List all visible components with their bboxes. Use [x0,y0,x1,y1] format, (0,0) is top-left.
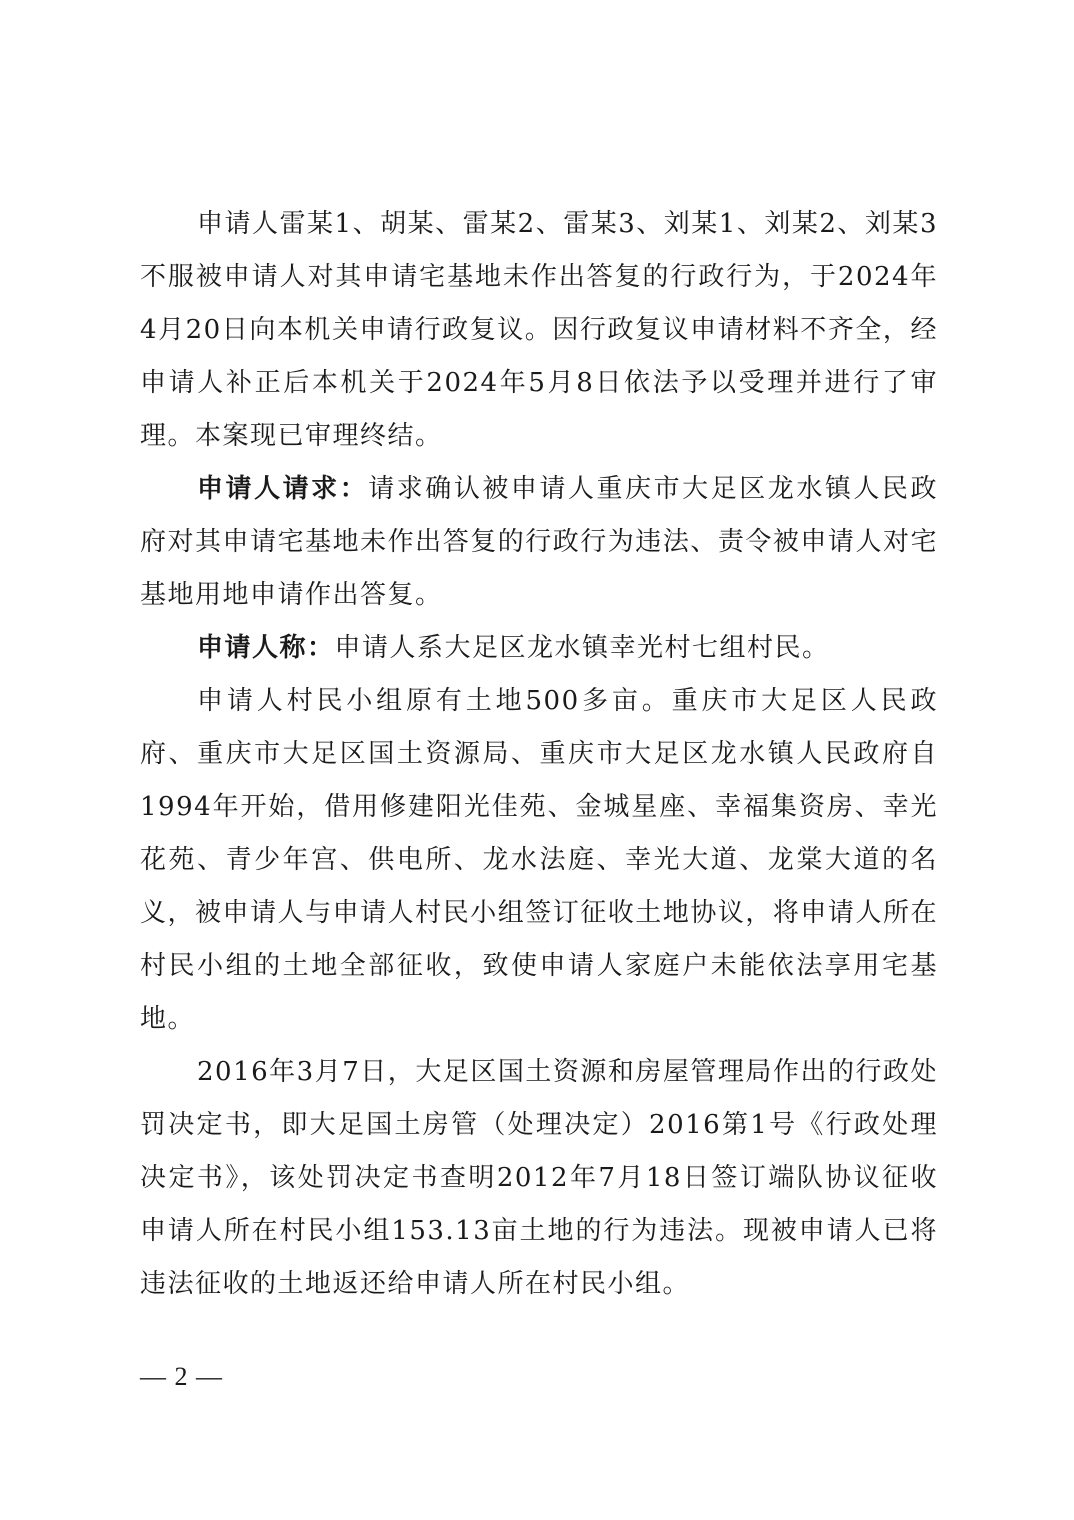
paragraph-lead: 申请人请求： [197,474,369,504]
paragraph-text: 申请人村民小组原有土地500多亩。重庆市大足区人民政府、重庆市大足区国土资源局、重庆市大足区龙水镇人民政府自1994年开始，借用修建阳光佳苑、金城星座、幸福集资房、幸光花苑、青少年宫、供电所、龙水法庭、幸光大道、龙棠大道的名义，被申请人与申请人村民小组签订征收土地协议，将申请人所在村民小组的土地全部征收，致使申请人家庭户未能依法享用宅基地。 [140,686,938,1034]
paragraph-text: 2016年3月7日，大足区国土资源和房屋管理局作出的行政处罚决定书，即大足国土房管（处理决定）2016第1号《行政处理决定书》，该处罚决定书查明2012年7月18日签订端队协议征收申请人所在村民小组153.13亩土地的行为违法。现被申请人已将违法征收的土地返还给申请人所在村民小组。 [140,1057,938,1299]
paragraph-text: 申请人雷某1、胡某、雷某2、雷某3、刘某1、刘某2、刘某3不服被申请人对其申请宅基地未作出答复的行政行为，于2024年4月20日向本机关申请行政复议。因行政复议申请材料不齐全，经申请人补正后本机关于2024年5月8日依法予以受理并进行了审理。本案现已审理终结。 [140,209,938,451]
paragraph-penalty-decision [140,1046,938,1311]
paragraph-text: 请求确认被申请人重庆市大足区龙水镇人民政府对其申请宅基地未作出答复的行政行为违法、责令被申请人对宅基地用地申请作出答复。 [140,474,938,610]
paragraph-applicant-statement [140,622,938,675]
paragraph-lead: 申请人称： [197,633,335,663]
paragraph-applicant-request [140,463,938,622]
paragraph-land-history [140,675,938,1046]
page-number: — 2 — [140,1362,223,1391]
document-body [140,198,938,1311]
paragraph-text: 申请人系大足区龙水镇幸光村七组村民。 [334,633,830,663]
paragraph-case-intro [140,198,938,463]
